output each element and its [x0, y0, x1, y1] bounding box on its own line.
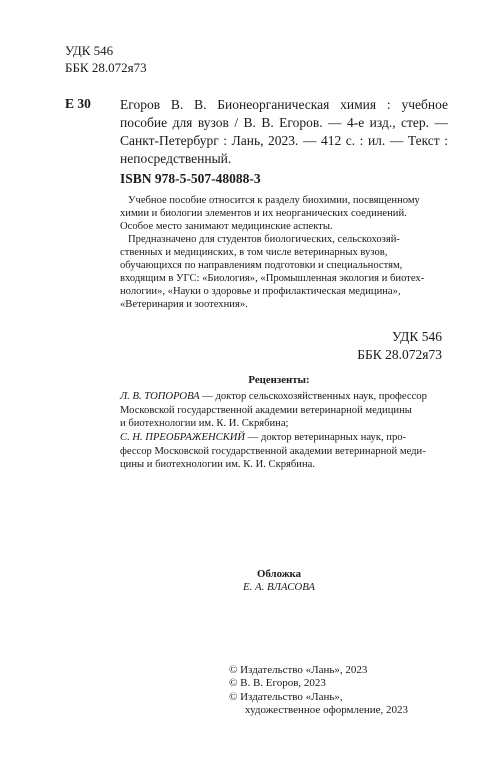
annotation-line: Учебное пособие относится к разделу биохимии, посвященному	[128, 195, 420, 206]
annotation-line: Предназначено для студентов биологических, сельскохозяй-	[128, 234, 400, 245]
annotation-line: обучающихся по направлениям подготовки и специальностям,	[120, 260, 403, 271]
bib-line: пособие для вузов / В. В. Егоров. — 4-е изд., стер. —	[120, 115, 448, 130]
copyright-line: © В. В. Егоров, 2023	[229, 677, 326, 690]
reviewer-name: Л. В. ТОПОРОВА	[120, 391, 200, 402]
classification-block-right	[340, 328, 442, 364]
bib-line: Егоров В. В. Бионеорганическая химия : учебное	[120, 97, 448, 112]
author-sign: Е 30	[65, 96, 91, 111]
copyright-line: © Издательство «Лань»,	[229, 690, 343, 703]
reviewers-heading: Рецензенты:	[248, 374, 310, 386]
annotation-line: входящим в УГС: «Биология», «Промышленная экология и биотех-	[120, 273, 425, 284]
reviewer-title: — доктор ветеринарных наук, про-	[245, 432, 407, 443]
reviewer-entry	[120, 390, 454, 431]
annotation-line: «Ветеринария и зоотехния».	[120, 299, 248, 310]
udk-code: УДК 546	[65, 43, 114, 58]
annotation-line: химии и биологии элементов и их неорганических соединений.	[120, 208, 407, 219]
reviewer-line: Московской государственной академии ветеринарной медицины	[120, 404, 412, 416]
bbk-code: ББК 28.072я73	[65, 60, 147, 75]
annotation-line: ственных и медицинских, в том числе ветеринарных вузов,	[120, 247, 388, 258]
reviewer-entry	[120, 431, 454, 472]
udk-code: УДК 546	[391, 329, 442, 344]
cover-designer-name: Е. А. ВЛАСОВА	[243, 581, 315, 593]
annotation-line: Особое место занимают медицинские аспекты.	[120, 221, 333, 232]
copyright-line: © Издательство «Лань», 2023	[229, 664, 368, 676]
reviewer-name: С. Н. ПРЕОБРАЖЕНСКИЙ	[120, 432, 246, 443]
isbn: ISBN 978-5-507-48088-3	[120, 171, 261, 186]
copyright-block	[229, 664, 408, 717]
bbk-code: ББК 28.072я73	[357, 347, 442, 362]
classification-block-top	[65, 42, 147, 76]
annotation	[120, 194, 450, 311]
reviewer-first-line	[120, 431, 454, 445]
bibliographic-record	[120, 96, 448, 168]
reviewer-first-line	[120, 390, 454, 404]
cover-credit	[120, 568, 438, 594]
annotation-line: нологии», «Науки о здоровье и профилактическая медицина»,	[120, 286, 401, 297]
reviewer-line: и биотехнологии им. К. И. Скрябина;	[120, 418, 289, 429]
bib-line: непосредственный.	[120, 151, 232, 166]
reviewer-line: фессор Московской государственной академии ветеринарной меди-	[120, 445, 426, 457]
cover-credit-title: Обложка	[257, 568, 301, 580]
reviewer-line: цины и биотехнологии им. К. И. Скрябина.	[120, 459, 315, 470]
bib-line: Санкт-Петербург : Лань, 2023. — 412 с. : ил. — Текст :	[120, 133, 448, 148]
copyright-line: художественное оформление, 2023	[245, 703, 409, 716]
reviewer-title: — доктор сельскохозяйственных наук, профессор	[199, 391, 427, 402]
